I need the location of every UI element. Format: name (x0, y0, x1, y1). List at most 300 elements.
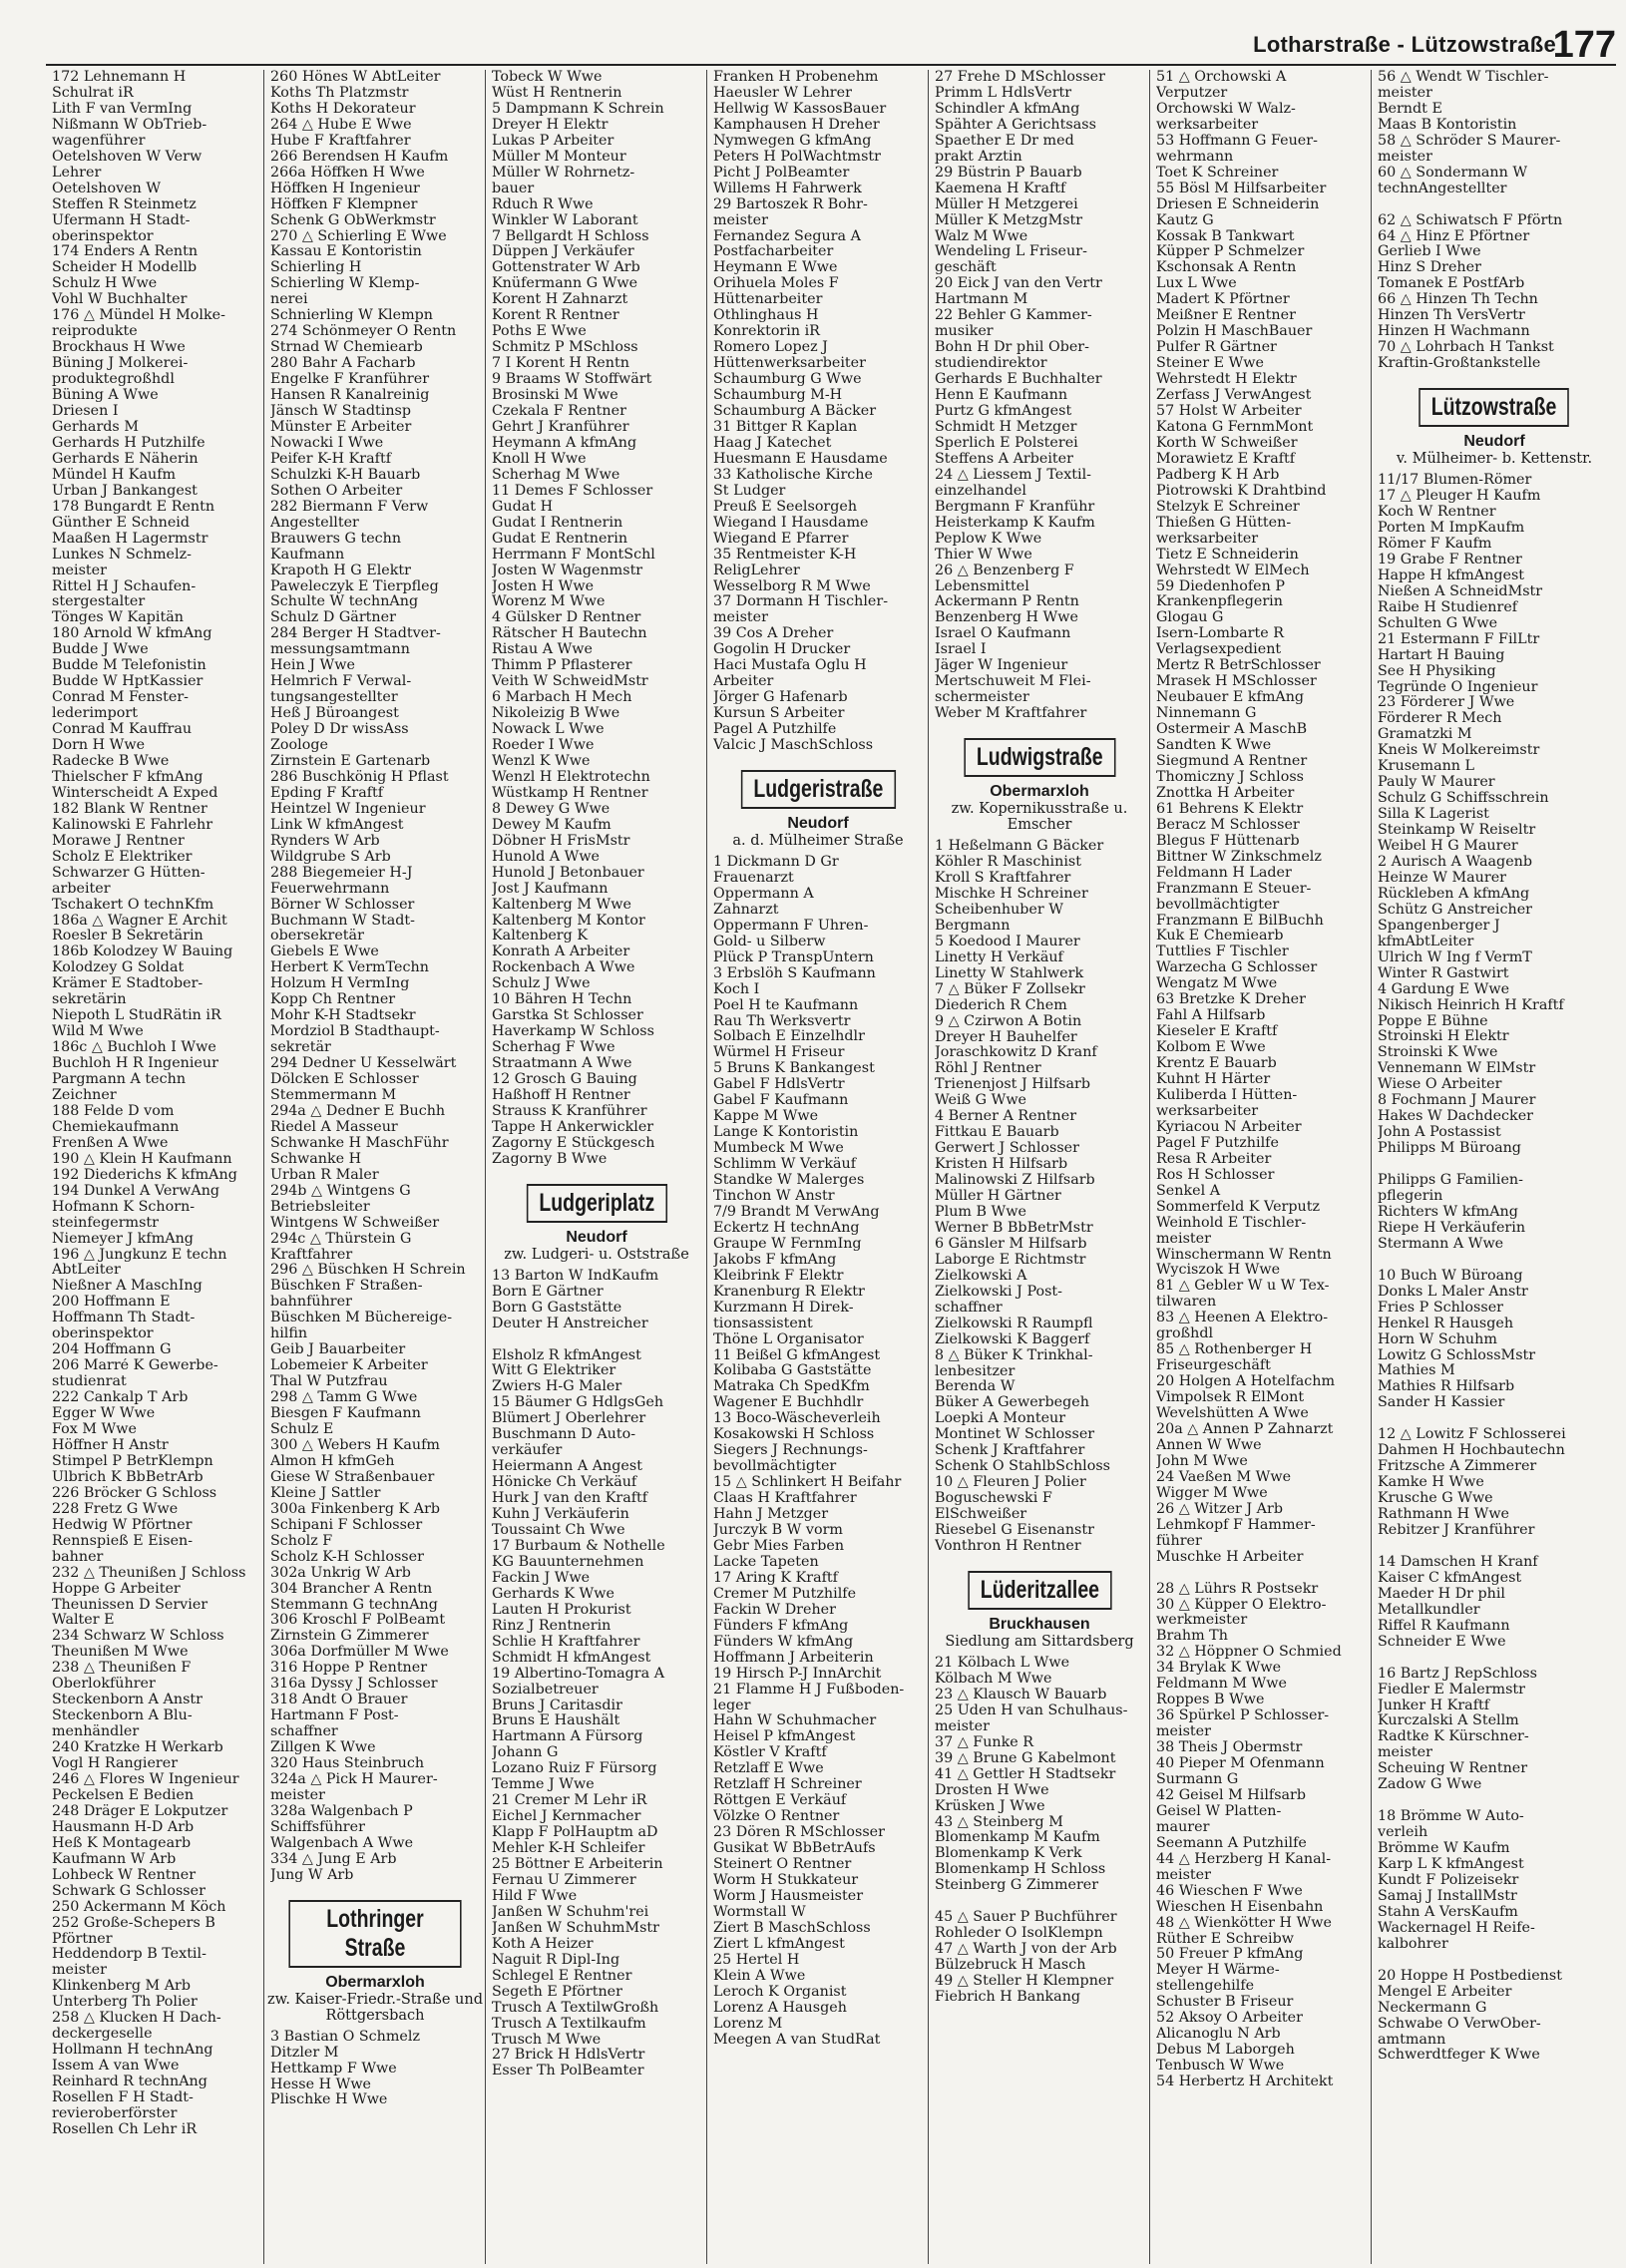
directory-entry: Lith F van VermIng (52, 101, 193, 117)
directory-entry: Zagorny E Stückgesch (492, 1135, 655, 1151)
directory-entry: Niemeyer J kfmAng (52, 1231, 194, 1247)
directory-entry: Bergmann (935, 918, 1011, 934)
directory-entry: Cremer M Putzhilfe (713, 1586, 857, 1602)
directory-entry: Hahn J Metzger (713, 1507, 829, 1523)
directory-entry: werkmeister (1156, 1613, 1248, 1629)
directory-entry: 274 Schönmeyer O Rentn (270, 324, 457, 340)
directory-entry: Urban J Bankangest (52, 483, 198, 499)
directory-entry: Peckelsen E Bedien (52, 1787, 195, 1803)
directory-entry: Fernandez Segura A (713, 228, 861, 244)
directory-entry: 226 Bröcker G Schloss (52, 1485, 217, 1501)
directory-entry: Gogolin H Drucker (713, 642, 851, 658)
directory-entry: Herrmann F MontSchl (492, 547, 655, 563)
directory-entry: 37 Dormann H Tischler- (713, 594, 889, 610)
directory-entry: Ostermeir A MaschB (1156, 722, 1308, 738)
directory-entry: Jörger G Hafenarb (713, 690, 848, 706)
directory-entry: Gerhards E Näherin (52, 451, 199, 467)
directory-entry: Mehler K-H Schleifer (492, 1841, 645, 1857)
directory-entry: Stimpel P BetrKlempn (52, 1453, 213, 1469)
directory-entry: Heintzel W Ingenieur (270, 801, 426, 817)
directory-entry: Gudat E Rentnerin (492, 531, 628, 547)
directory-entry: Franzmann E Steuer- (1156, 881, 1312, 897)
directory-entry: Rau Th Werksvertr (713, 1013, 851, 1029)
directory-entry: Tönges W Kapitän (52, 610, 184, 626)
directory-entry: Weinhold E Tischler- (1156, 1215, 1307, 1231)
directory-entry: Wengatz M Wwe (1156, 976, 1278, 992)
directory-entry: 16 Bartz J RepSchloss (1378, 1666, 1537, 1682)
directory-entry: Rüther E Schreibw (1156, 1931, 1295, 1947)
directory-entry: Haci Mustafa Oglu H (713, 658, 867, 674)
directory-entry: Kieseler E Kraftf (1156, 1024, 1278, 1040)
directory-entry: Kleine J Sattler (270, 1485, 381, 1501)
directory-entry: 20a △ Annen P Zahnarzt (1156, 1422, 1334, 1438)
directory-entry: Zillgen K Wwe (270, 1740, 376, 1756)
directory-entry: Schierling W Klemp- (270, 276, 420, 292)
directory-entry: 23 △ Klausch W Bauarb (935, 1687, 1107, 1702)
directory-entry: Ackermann P Rentn (935, 594, 1079, 610)
directory-entry: Korent R Rentner (492, 308, 619, 324)
directory-entry: 7/9 Brandt M VerwAng (713, 1204, 880, 1220)
directory-entry: Mertschuweit M Flei- (935, 674, 1091, 690)
directory-entry: Stahn A VersKaufm (1378, 1904, 1518, 1920)
directory-entry: Kamphausen H Dreher (713, 117, 880, 133)
street-range: a. d. Mülheimer Straße (732, 832, 904, 849)
directory-entry: Arbeiter (713, 674, 774, 690)
directory-entry: 196 △ Jungkunz E techn (52, 1247, 227, 1263)
directory-column (706, 70, 929, 2264)
directory-entry: Lehmkopf F Hammer- (1156, 1517, 1316, 1533)
street-name: Lützowstraße (1420, 388, 1570, 427)
directory-entry: Schlegel E Rentner (492, 1968, 632, 1984)
directory-entry: Haeusler W Lehrer (713, 85, 852, 101)
directory-entry: Schaumburg A Bäcker (713, 404, 877, 420)
directory-entry: sekretär (270, 1040, 331, 1056)
directory-entry: Hakes W Dachdecker (1378, 1109, 1534, 1125)
directory-entry: Nowack L Wwe (492, 722, 605, 738)
directory-entry: Gudat H (492, 499, 554, 515)
directory-entry: Retzlaff E Wwe (713, 1761, 824, 1777)
directory-entry: Debus M Laborgeh (1156, 2043, 1295, 2059)
directory-entry: Meißner E Rentner (1156, 308, 1296, 324)
directory-entry: Toet K Schreiner (1156, 165, 1279, 181)
directory-entry: meister (1156, 1867, 1211, 1883)
directory-entry: 41 △ Gettler H Stadtsekr (935, 1766, 1116, 1782)
directory-entry: Standke W Malerges (713, 1173, 865, 1189)
directory-entry: Naguit R Dipl-Ing (492, 1952, 620, 1968)
directory-entry: Hüttenwerksarbeiter (713, 356, 866, 372)
directory-entry: Weiß G Wwe (935, 1093, 1027, 1109)
street-heading (264, 1900, 486, 2024)
directory-entry: Kossak B Tankwart (1156, 228, 1295, 244)
directory-entry: Nikoleizig B Wwe (492, 706, 620, 722)
directory-entry (1378, 1651, 1613, 1667)
directory-entry: 17 Burbaum & Nothelle (492, 1538, 665, 1554)
directory-entry: Wildgrube S Arb (270, 849, 391, 865)
directory-entry: Koth A Heizer (492, 1936, 594, 1952)
directory-entry: Koch W Rentner (1378, 505, 1496, 521)
directory-entry: produktegroßhdl (52, 372, 175, 388)
directory-entry: Kaemena H Kraftf (935, 181, 1066, 196)
directory-entry: Mohr K-H Stadtsekr (270, 1008, 416, 1024)
directory-entry: 13 Boco-Wäscheverleih (713, 1411, 881, 1427)
directory-entry: Diederich R Chem (935, 997, 1067, 1013)
directory-entry: Schmidt H Metzger (935, 419, 1077, 435)
directory-entry: Heymann E Wwe (713, 260, 838, 276)
directory-entry: Förderer R Mech (1378, 711, 1502, 727)
directory-entry: 222 Cankalp T Arb (52, 1390, 189, 1406)
directory-entry: 63 Bretzke K Dreher (1156, 992, 1306, 1008)
directory-entry: Philipps M Büroang (1378, 1141, 1521, 1157)
directory-entry: Stelzyk E Schreiner (1156, 499, 1300, 515)
directory-entry: Gold- u Silberw (713, 934, 826, 949)
directory-entry: Rückleben A kfmAng (1378, 886, 1530, 902)
directory-entry: Hartart H Bauing (1378, 647, 1505, 663)
directory-entry: Vennemann W ElMstr (1378, 1061, 1536, 1077)
directory-entry: verkäufer (492, 1443, 563, 1459)
directory-entry: 33 Katholische Kirche (713, 467, 873, 483)
directory-entry: Valcic J MaschSchloss (713, 738, 874, 754)
directory-entry: Kolibaba G Gaststätte (713, 1363, 872, 1379)
directory-entry: Walz M Wwe (935, 228, 1028, 244)
directory-entry: Schulten G Wwe (1378, 615, 1498, 631)
directory-entry: Kappe M Wwe (713, 1109, 819, 1125)
directory-entry: Weibel H G Maurer (1378, 839, 1518, 855)
directory-entry: 36 Spürkel P Schlosser- (1156, 1708, 1330, 1724)
directory-entry: Chemiekaufmann (52, 1119, 180, 1135)
directory-entry: Zagorny B Wwe (492, 1151, 608, 1167)
directory-entry: Knüfermann G Wwe (492, 276, 638, 292)
directory-entry: Gerwert J Schlosser (935, 1141, 1079, 1157)
directory-entry: 39 Cos A Dreher (713, 626, 834, 642)
directory-entry: Scherhag M Wwe (492, 467, 620, 483)
directory-entry: Lukas P Arbeiter (492, 133, 614, 149)
street-district: Bruckhausen (989, 1615, 1090, 1633)
directory-entry: Beracz M Schlosser (1156, 817, 1300, 833)
directory-entry: Philipps G Familien- (1378, 1173, 1523, 1189)
directory-entry: Ninnemann G (1156, 706, 1257, 722)
directory-entry: Feuerwehrmann (270, 881, 390, 897)
directory-entry: 6 Marbach H Mech (492, 690, 632, 706)
directory-entry: 51 △ Orchowski A (1156, 70, 1287, 85)
directory-entry: Heisel P kfmAngest (713, 1729, 856, 1745)
directory-entry: Jurczyk B W vorm (713, 1523, 843, 1539)
directory-entry: 204 Hoffmann G (52, 1342, 172, 1358)
directory-entry: Franzmann E BilBuchh (1156, 913, 1324, 929)
directory-entry: Trienenjost J Hilfsarb (935, 1077, 1090, 1093)
directory-entry (1378, 197, 1613, 213)
directory-entry: Bülzebruck H Masch (935, 1958, 1086, 1974)
directory-entry: Claas H Kraftfahrer (713, 1491, 857, 1507)
directory-entry: Kraftfahrer (270, 1247, 353, 1263)
street-name: Ludgeristraße (740, 770, 895, 809)
directory-entry: 5 Koedood I Maurer (935, 934, 1080, 949)
directory-entry: Budde J Wwe (52, 642, 149, 658)
directory-entry: werksarbeiter (1156, 531, 1259, 547)
directory-entry: Gramatzki M (1378, 727, 1472, 743)
directory-entry: Kundt F Polizeisekr (1378, 1872, 1519, 1888)
directory-entry: Hönicke Ch Verkäuf (492, 1475, 637, 1491)
directory-entry: Lacke Tapeten (713, 1554, 819, 1570)
directory-entry: meister (1378, 149, 1432, 165)
entry-list (264, 2030, 486, 2109)
directory-entry: 178 Bungardt E Rentn (52, 499, 215, 515)
directory-entry: Schipani F Schlosser (270, 1517, 423, 1533)
directory-entry: Hoffmann Th Stadt- (52, 1311, 196, 1326)
directory-entry: Johann G (492, 1745, 559, 1761)
directory-entry: 11 Demes F Schlosser (492, 483, 653, 499)
directory-entry: 260 Hönes W AbtLeiter (270, 70, 441, 85)
directory-entry: 7 I Korent H Rentn (492, 356, 629, 372)
directory-entry: 3 Erbslöh S Kaufmann (713, 965, 876, 981)
directory-entry: Walgenbach A Wwe (270, 1835, 414, 1851)
directory-entry: Gerhards K Wwe (492, 1586, 614, 1602)
directory-entry: Fox M Wwe (52, 1422, 137, 1438)
directory-entry: Wigger M Wwe (1156, 1485, 1268, 1501)
directory-entry: Schmitz P MSchloss (492, 340, 638, 356)
directory-entry: Stemmermann M (270, 1088, 397, 1103)
directory-entry: Born E Gärtner (492, 1284, 604, 1300)
directory-entry: Kroll S Kraftfahrer (935, 870, 1071, 886)
directory-entry: Fünders F kfmAng (713, 1618, 849, 1634)
page-number: 177 (1552, 24, 1616, 66)
directory-entry: Rosellen Ch Lehr iR (52, 2121, 198, 2137)
directory-entry: 9 △ Czirwon A Botin (935, 1013, 1082, 1029)
directory-entry: kalbohrer (1378, 1936, 1448, 1952)
directory-entry: Verlagsexpedient (1156, 642, 1282, 658)
directory-entry: Konrath A Arbeiter (492, 945, 630, 960)
street-district: Neudorf (787, 814, 849, 832)
directory-entry: Jäger W Ingenieur (935, 658, 1068, 674)
street-range: zw. Kopernikusstraße u. Emscher (951, 801, 1128, 834)
directory-entry: Krankenpflegerin (1156, 594, 1283, 610)
directory-entry: Steckenborn A Blu- (52, 1708, 193, 1724)
street-name: Ludgeriplatz (527, 1184, 667, 1223)
entry-list (1150, 70, 1372, 2090)
entry-list (929, 839, 1150, 1555)
directory-entry: revieroberförster (52, 2106, 178, 2121)
directory-entry: 38 Theis J Obermstr (1156, 1740, 1303, 1756)
directory-entry: 238 △ Theunißen F (52, 1661, 192, 1677)
directory-entry: Thomiczny J Schloss (1156, 769, 1304, 785)
directory-entry: Rinz J Rentnerin (492, 1618, 611, 1634)
directory-entry: Ditzler M (270, 2045, 339, 2061)
directory-entry: Esser Th PolBeamter (492, 2064, 644, 2079)
directory-entry: Steckenborn A Anstr (52, 1693, 203, 1708)
directory-entry: Mertz R BetrSchlosser (1156, 658, 1321, 674)
directory-entry: meister (1156, 1724, 1211, 1740)
directory-entry: Haßhoff H Rentner (492, 1088, 630, 1103)
directory-entry: Hunold A Wwe (492, 849, 601, 865)
directory-entry: Sandten K Wwe (1156, 738, 1272, 754)
directory-entry: Stroinski H Elektr (1378, 1029, 1509, 1045)
directory-entry: Lebensmittel (935, 578, 1029, 594)
directory-entry: Paweleczyk E Tierpfleg (270, 578, 439, 594)
directory-entry: meister (713, 610, 768, 626)
directory-entry: AbtLeiter (52, 1263, 121, 1279)
directory-entry: Schwanke H MaschFühr (270, 1135, 449, 1151)
entry-list (486, 70, 707, 1168)
directory-entry: 19 Albertino-Tomagra A (492, 1666, 665, 1682)
directory-entry: Tietz E Schneiderin (1156, 547, 1299, 563)
directory-entry: Kaufmann (270, 547, 345, 563)
directory-entry: Vogl H Rangierer (52, 1756, 179, 1772)
directory-entry: Josten H Wwe (492, 578, 595, 594)
directory-entry: Hoffmann J Arbeiterin (713, 1650, 874, 1666)
entry-list (486, 1269, 707, 2080)
directory-entry: Thal W Putzfrau (270, 1374, 388, 1390)
directory-entry: Zoologe (270, 738, 328, 754)
directory-entry: 294b △ Wintgens G (270, 1183, 411, 1199)
directory-entry: Nießner A MaschIng (52, 1279, 203, 1295)
directory-entry: Zwiers H-G Maler (492, 1379, 622, 1395)
directory-entry: Spähter A Gerichtsass (935, 117, 1096, 133)
directory-entry: Berndt E (1378, 101, 1442, 117)
directory-entry: großhdl (1156, 1326, 1214, 1342)
directory-entry: Solbach E Einzelhdlr (713, 1029, 865, 1045)
street-district: Obermarxloh (325, 1973, 425, 1991)
directory-entry: Gerhards H Putzhilfe (52, 435, 205, 451)
directory-entry: Börner W Schlosser (270, 897, 415, 913)
directory-entry: Peplow K Wwe (935, 531, 1042, 547)
directory-entry: lederimport (52, 706, 138, 722)
directory-entry: einzelhandel (935, 483, 1026, 499)
directory-entry: schaffner (935, 1300, 1003, 1316)
directory-entry: 228 Fretz G Wwe (52, 1501, 179, 1517)
directory-entry: Urban R Maler (270, 1167, 379, 1183)
directory-entry: 45 △ Sauer P Buchführer (935, 1910, 1117, 1926)
directory-entry: Schwerdtfeger K Wwe (1378, 2048, 1540, 2064)
directory-entry: Scheuing W Rentner (1378, 1761, 1528, 1777)
directory-entry: Wesselborg R M Wwe (713, 578, 871, 594)
directory-entry: Oppermann F Uhren- (713, 918, 869, 934)
directory-entry: 49 △ Steller H Klempner (935, 1974, 1114, 1990)
street-range: v. Mülheimer- b. Kettenstr. (1396, 451, 1593, 468)
directory-entry: Angestellter (270, 515, 359, 531)
directory-entry: Scholz F (270, 1533, 333, 1549)
directory-entry: 39 △ Brune G Kabelmont (935, 1750, 1116, 1766)
directory-entry: Rohleder O IsolKlempn (935, 1926, 1103, 1942)
directory-entry (1156, 1566, 1368, 1582)
directory-entry: Piotrowski K Drahtbind (1156, 483, 1327, 499)
directory-entry: Radecke B Wwe (52, 753, 170, 769)
directory-entry: 62 △ Schiwatsch F Pförtn (1378, 212, 1563, 228)
directory-entry: Link W kfmAngest (270, 817, 404, 833)
directory-entry: Engelke F Kranführer (270, 372, 430, 388)
directory-entry: Krüsken J Wwe (935, 1798, 1045, 1814)
directory-entry: menhändler (52, 1724, 140, 1740)
directory-entry: 21 Estermann F FilLtr (1378, 631, 1540, 647)
directory-entry: Gerhards E Buchhalter (935, 372, 1102, 388)
directory-entry: Hartmann A Fürsorg (492, 1729, 643, 1745)
directory-entry: 288 Biegemeier H-J (270, 865, 413, 881)
directory-entry: Klinkenberg M Arb (52, 1979, 192, 1995)
directory-entry: 58 △ Schröder S Maurer- (1378, 133, 1561, 149)
directory-entry: Kolodzey G Soldat (52, 960, 185, 976)
directory-entry: Wormstall W (713, 1904, 806, 1920)
directory-entry: meister (935, 1718, 990, 1734)
directory-entry: Schulz E (270, 1422, 334, 1438)
directory-entry: Nießen A SchneidMstr (1378, 583, 1543, 599)
directory-entry: Knoll H Wwe (492, 451, 587, 467)
directory-entry: obersekretär (270, 929, 364, 945)
directory-entry: 316a Dyssy J Schlosser (270, 1677, 438, 1693)
directory-entry: Strauss K Kranführer (492, 1103, 647, 1119)
directory-entry: studiendirektor (935, 356, 1047, 372)
directory-entry: Boguschewski F (935, 1491, 1052, 1507)
directory-entry: Malinowski Z Hilfsarb (935, 1173, 1095, 1189)
directory-entry: Lux L Wwe (1156, 276, 1237, 292)
directory-entry: Blomenkamp K Verk (935, 1846, 1082, 1862)
directory-entry: Döbner H FrisMstr (492, 833, 630, 849)
directory-entry: bauer (492, 181, 535, 196)
directory-entry: 174 Enders A Rentn (52, 244, 199, 260)
directory-entry: steinfegermstr (52, 1215, 159, 1231)
directory-entry: Tomanek E PostfArb (1378, 276, 1525, 292)
directory-entry: Schwark G Schlosser (52, 1883, 205, 1899)
directory-entry: 53 Hoffmann G Feuer- (1156, 133, 1318, 149)
directory-entry: ElSchweißer (935, 1507, 1027, 1523)
street-heading (1372, 388, 1617, 467)
directory-entry: Driesen E Schneiderin (1156, 196, 1320, 212)
directory-entry: Deuter H Anstreicher (492, 1316, 648, 1331)
directory-entry: Strnad W Chemiearb (270, 340, 423, 356)
directory-entry: Trusch A TextilwGroßh (492, 2000, 659, 2016)
directory-entry: Kleibrink F Elektr (713, 1268, 844, 1284)
directory-entry: Kaiser C kfmAngest (1378, 1570, 1522, 1586)
directory-entry: 44 △ Herzberg H Kanal- (1156, 1851, 1332, 1867)
street-heading (929, 738, 1150, 833)
directory-entry: Korth W Schweißer (1156, 435, 1298, 451)
directory-entry: 298 △ Tamm G Wwe (270, 1390, 418, 1406)
directory-entry: 264 △ Hube E Wwe (270, 117, 412, 133)
directory-entry (1378, 1793, 1613, 1809)
directory-entry: Koch I (713, 981, 760, 997)
directory-entry: Temme J Wwe (492, 1777, 595, 1793)
directory-entry: 8 Dewey G Wwe (492, 801, 610, 817)
directory-entry: 47 △ Warth J von der Arb (935, 1942, 1117, 1958)
directory-entry: St Ludger (713, 483, 786, 499)
directory-entry: 248 Dräger E Lokputzer (52, 1803, 228, 1819)
directory-entry: Hedwig W Pförtner (52, 1517, 193, 1533)
directory-entry: Koths H Dekorateur (270, 101, 416, 117)
directory-entry: Riffel R Kaufmann (1378, 1618, 1510, 1634)
directory-entry: Schmidt H kfmAngest (492, 1650, 651, 1666)
directory-entry: messungsamtmann (270, 642, 410, 658)
directory-entry: Thimm P Pflasterer (492, 658, 632, 674)
directory-entry: Klapp F PolHauptm aD (492, 1825, 658, 1841)
directory-entry: Pauly W Maurer (1378, 775, 1495, 791)
directory-entry: Oetelshoven W (52, 181, 162, 196)
directory-entry: Maaßen H Lagermstr (52, 531, 208, 547)
directory-entry: 9 Braams W Stoffwärt (492, 372, 652, 388)
directory-entry: 328a Walgenbach P (270, 1803, 413, 1819)
directory-entry: Plischke H Wwe (270, 2092, 388, 2108)
directory-entry: Raibe H Studienref (1378, 599, 1518, 615)
directory-entry: Mrasek H MSchlosser (1156, 674, 1317, 690)
directory-entry: Kölbach M Wwe (935, 1671, 1052, 1687)
directory-entry: Heß J Büroangest (270, 706, 399, 722)
directory-entry: 56 △ Wendt W Tischler- (1378, 70, 1549, 85)
directory-entry: 4 Gülsker D Rentner (492, 610, 641, 626)
directory-entry: wehrmann (1156, 149, 1234, 165)
directory-entry: Büker A Gewerbegeh (935, 1395, 1089, 1411)
directory-entry: Witt G Elektriker (492, 1363, 616, 1379)
directory-entry: Müller H Gärtner (935, 1189, 1061, 1205)
directory-entry: Günther E Schneid (52, 515, 191, 531)
directory-entry: Radtke K Kürschner- (1378, 1729, 1529, 1745)
directory-entry: Thielscher F kfmAng (52, 769, 203, 785)
directory-entry: 11/17 Blumen-Römer (1378, 473, 1532, 489)
